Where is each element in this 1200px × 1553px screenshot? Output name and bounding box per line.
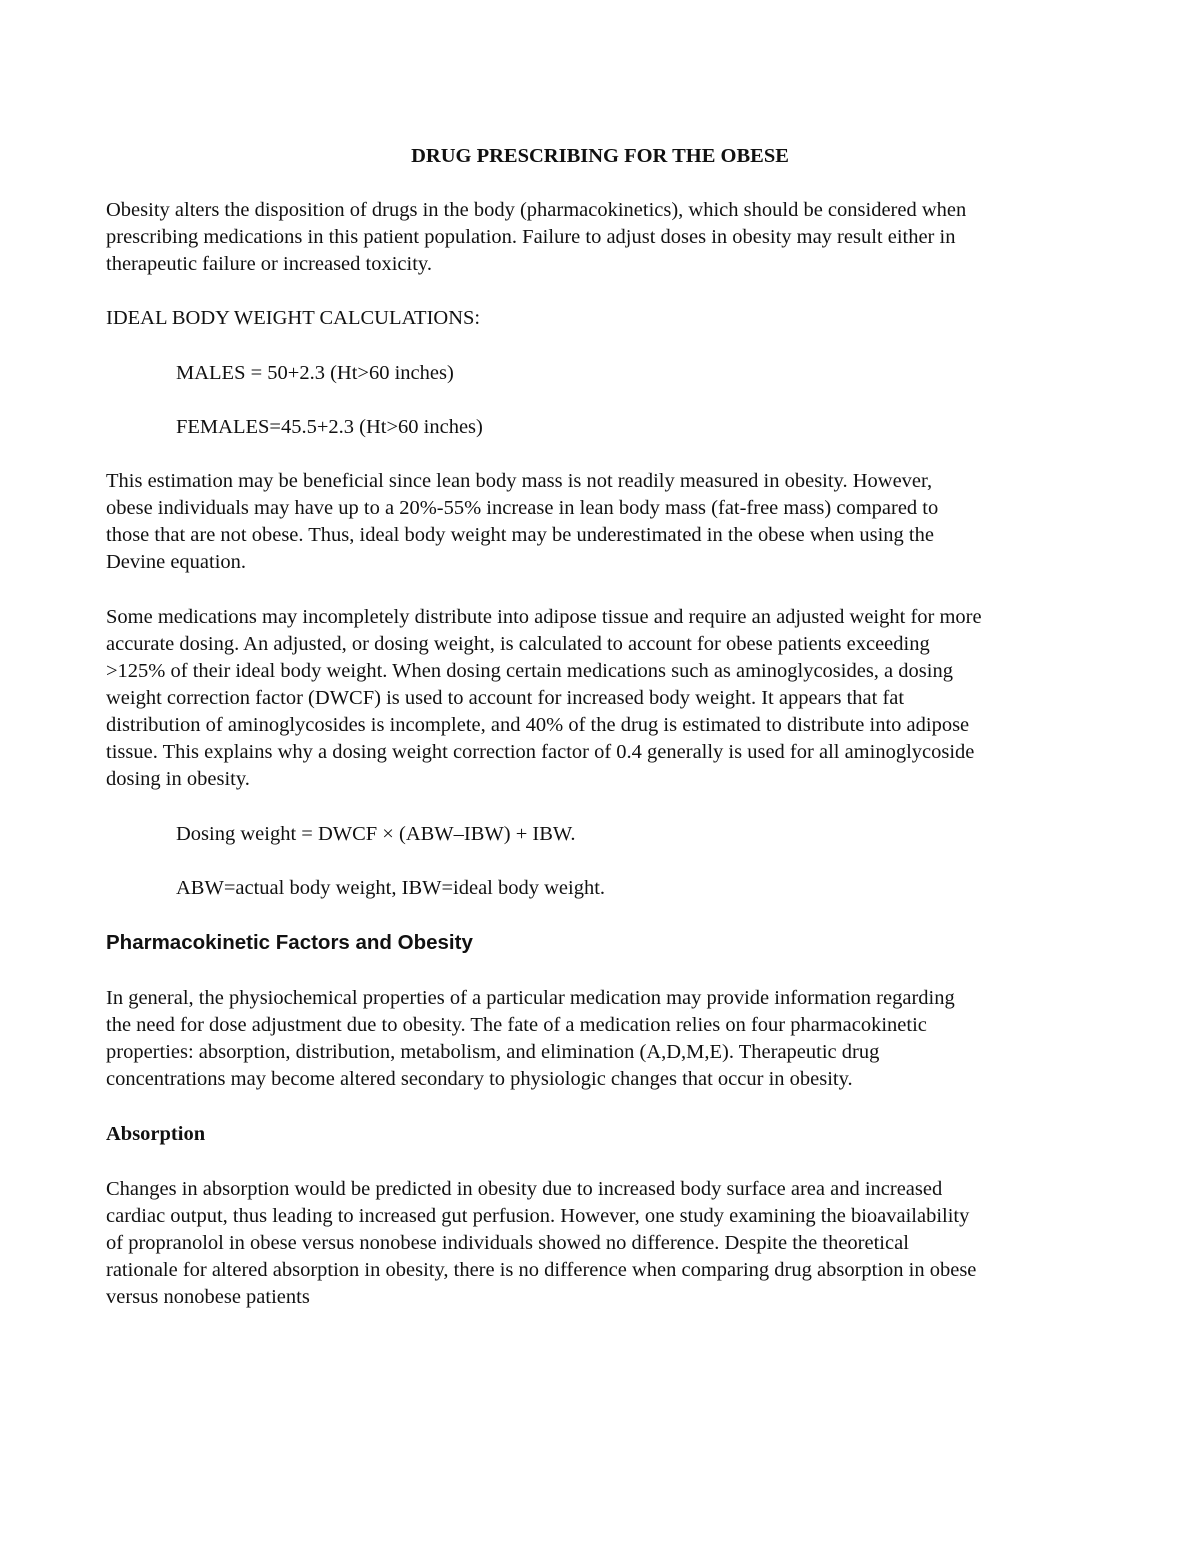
text-line: of propranolol in obese versus nonobese individuals showed no difference. Despite the theoretical [106, 1232, 909, 1254]
dosing-weight-formula: Dosing weight = DWCF × (ABW–IBW) + IBW. [176, 823, 576, 845]
absorption-paragraph [106, 1176, 976, 1311]
text-line: versus nonobese patients [106, 1286, 310, 1308]
text-line: This estimation may be beneficial since lean body mass is not readily measured in obesity. However, [106, 470, 933, 492]
text-line: Devine equation. [106, 551, 247, 573]
text-line: cardiac output, thus leading to increased gut perfusion. However, one study examining the bioavailability [106, 1205, 970, 1227]
estimation-paragraph [106, 468, 938, 576]
text-line: obese individuals may have up to a 20%-55% increase in lean body mass (fat-free mass) compared to [106, 497, 939, 519]
text-line: properties: absorption, distribution, metabolism, and elimination (A,D,M,E). Therapeutic drug [106, 1041, 880, 1063]
pharmacokinetic-heading: Pharmacokinetic Factors and Obesity [106, 931, 473, 954]
text-line: weight correction factor (DWCF) is used to account for increased body weight. It appears that fat [106, 687, 905, 709]
text-line: Changes in absorption would be predicted in obesity due to increased body surface area and increased [106, 1178, 943, 1200]
text-line: dosing in obesity. [106, 768, 250, 790]
text-line: prescribing medications in this patient population. Failure to adjust doses in obesity may result either in [106, 226, 956, 248]
adjusted-weight-paragraph [106, 604, 982, 793]
text-line: the need for dose adjustment due to obesity. The fate of a medication relies on four pharmacokinetic [106, 1014, 927, 1036]
text-line: concentrations may become altered secondary to physiologic changes that occur in obesity. [106, 1068, 853, 1090]
text-line: accurate dosing. An adjusted, or dosing weight, is calculated to account for obese patients exceeding [106, 633, 930, 655]
pharmacokinetic-paragraph [106, 985, 955, 1093]
document-title: DRUG PRESCRIBING FOR THE OBESE [411, 145, 789, 167]
ibw-heading: IDEAL BODY WEIGHT CALCULATIONS: [106, 307, 481, 329]
text-line: >125% of their ideal body weight. When dosing certain medications such as aminoglycosides, a dosing [106, 660, 953, 682]
text-line: rationale for altered absorption in obesity, there is no difference when comparing drug absorption in obese [106, 1259, 977, 1281]
text-line: those that are not obese. Thus, ideal body weight may be underestimated in the obese when using the [106, 524, 934, 546]
intro-paragraph [106, 197, 966, 278]
absorption-heading: Absorption [106, 1123, 206, 1145]
text-line: Some medications may incompletely distribute into adipose tissue and require an adjusted weight for more [106, 606, 982, 628]
females-formula: FEMALES=45.5+2.3 (Ht>60 inches) [176, 416, 483, 438]
males-formula: MALES = 50+2.3 (Ht>60 inches) [176, 362, 454, 384]
text-line: In general, the physiochemical properties of a particular medication may provide information regarding [106, 987, 955, 1009]
text-line: therapeutic failure or increased toxicity. [106, 253, 432, 275]
text-line: distribution of aminoglycosides is incomplete, and 40% of the drug is estimated to distribute into adipose [106, 714, 970, 736]
abbreviations-line: ABW=actual body weight, IBW=ideal body weight. [176, 877, 606, 899]
text-line: tissue. This explains why a dosing weight correction factor of 0.4 generally is used for all aminoglycoside [106, 741, 975, 763]
text-line: Obesity alters the disposition of drugs in the body (pharmacokinetics), which should be considered when [106, 199, 967, 221]
